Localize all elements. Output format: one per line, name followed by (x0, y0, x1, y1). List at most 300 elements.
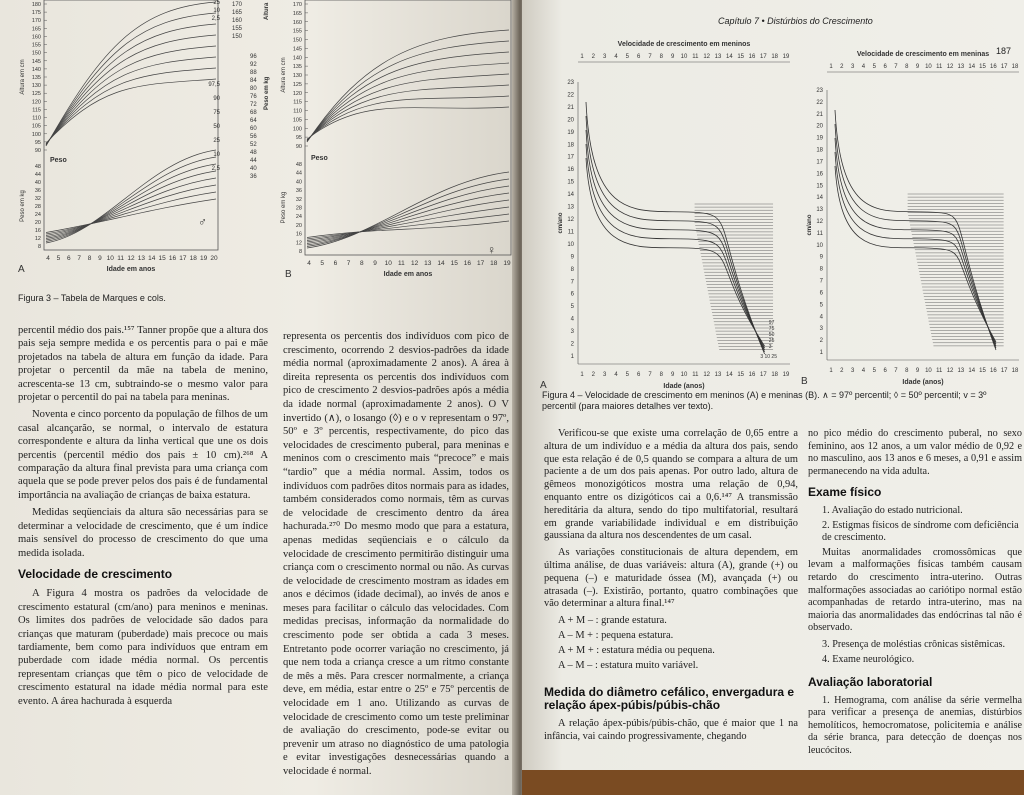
y-axis-label: cm/ano (807, 214, 813, 236)
paragraph: Noventa e cinco porcento da população de filhos de um casal alcançarão, se normal, o intervalo de estatura correspondente e altura da linha vertical que une os dois percentis (percentil médio dos pais ± 10 cm).²⁶⁸ A comparação da altura final prevista para uma criança com aquela que se pode prever pelos dos pais é de fundamental importância na avaliação de crianças de baixa estatura. (18, 409, 268, 501)
y-tick-label: 18 (567, 142, 574, 149)
weight-section-title: Peso (50, 157, 67, 164)
y-tick-label: 1 (819, 350, 823, 356)
weight-tick-label: 16 (34, 228, 41, 234)
right-weight-tick: 64 (250, 118, 257, 124)
x-tick-label: 13 (714, 372, 722, 378)
top-x-tick-label: 7 (648, 54, 652, 60)
height-tick-label: 100 (292, 126, 302, 133)
y-tick-label: 17 (816, 159, 823, 166)
right-weight-tick: 48 (250, 150, 257, 156)
x-tick-label: 4 (307, 260, 311, 267)
x-tick-label: 17 (1000, 368, 1008, 374)
height-tick-label: 90 (34, 148, 41, 154)
x-tick-label: 19 (503, 260, 511, 267)
y-tick-label: 10 (816, 242, 823, 249)
top-x-tick-label: 6 (636, 54, 641, 60)
list-item: 4. Exame neurológico. (822, 653, 915, 665)
y-tick-label: 9 (819, 254, 823, 261)
height-tick-label: 155 (31, 42, 41, 49)
x-tick-label: 8 (659, 372, 664, 378)
tail-label: 3 10 25 (760, 354, 778, 360)
sex-symbol: ♂ (198, 215, 207, 229)
y-tick-label: 5 (570, 304, 574, 311)
x-tick-label: 4 (861, 368, 866, 374)
y-tick-label: 22 (816, 99, 823, 106)
list-item: A + M + : estatura média ou pequena. (558, 644, 715, 656)
right-weight-tick: 44 (250, 158, 257, 164)
top-x-tick-label: 17 (1000, 64, 1008, 70)
y-tick-label: 18 (816, 147, 823, 154)
top-x-tick-label: 14 (968, 64, 976, 70)
height-tick-label: 110 (32, 115, 41, 122)
section-heading: Exame físico (808, 485, 882, 500)
percentile-label: 25 (213, 138, 220, 144)
chart-title: Velocidade de crescimento em meninas (856, 51, 990, 58)
height-tick-label: 180 (31, 2, 41, 8)
x-tick-label: 8 (905, 368, 909, 374)
top-x-tick-label: 5 (625, 54, 630, 60)
y-tick-label: 6 (819, 290, 823, 297)
weight-tick-label: 12 (295, 240, 302, 247)
weight-percentile-curve (307, 207, 509, 241)
x-tick-label: 5 (56, 255, 61, 262)
figure-3-caption: Figura 3 – Tabela de Marques e cols. (18, 293, 166, 303)
list-item: 3. Presença de moléstias crônicas sistêmicas. (822, 638, 1006, 650)
right-column-1 (544, 428, 798, 748)
top-x-tick-label: 15 (979, 64, 986, 70)
paragraph: representa os percentis dos indivíduos com pico de crescimento, ocorrendo 2 desvios-padrões da idade média normal (aproximadamente 2 anos). A área à direita representa os percentis dos indivíduos com pico de crescimento 2 desvios-padrões após a média da idade normal (aproximadamente 2 anos). O V invertido (∧), o losango (◊) e o v representam o 97º, 50º e 3º percentis, respectivamente, do pico das velocidades de crescimento puberal, para meninas e meninos com o crescimento mais “precoce” e mais “tardio” que a média normal. Assim, todos os indivíduos com padrões ditos normais para as idades, também considerados como normais, têm as curvas de velocidade de crescimento dentro da área hachurada.²⁷⁰ Do mesmo modo que para a estatura, apenas medidas seqüenciais e o cálculo da velocidade de crescimento permitirão distinguir uma criança com o crescimento normal ou não. As curvas de velocidade de crescimento mostram as idades em anos e décimos (idade decimal), ao invés de anos e meses para facilitar o cálculo das velocidades. Com medidas precisas, informação da normalidade do crescimento pode ser obtida a cada 3 meses. Entretanto pode ocorrer variação no crescimento, já que nem toda a criança cresce a um ritmo constante de mês a mês. Para crescer normalmente, a criança deve, em média, estar entre o 25º e 75º percentis de velocidade em 1 ano. Utilizando as curvas de velocidade de crescimento como um teste preliminar de avaliação do crescimento, pode-se evitar ou prevenir um atraso no diagnóstico de uma patologia e evitar investigações desnecessárias quando a velocidade é normal. (283, 331, 509, 777)
running-head: Capítulo 7 • Distúrbios do Crescimento (718, 16, 873, 26)
y-tick-label: 23 (567, 80, 574, 86)
right-weight-tick: 96 (250, 54, 257, 60)
height-axis-label: Altura em cm (281, 57, 287, 93)
right-weight-tick: 36 (250, 174, 257, 180)
paragraph: Medidas seqüenciais da altura são necessárias para se determinar a velocidade de crescimento, que é um índice mais sensível do processo de crescimento do que uma medida isolada. (18, 507, 268, 559)
weight-tick-label: 20 (295, 222, 302, 229)
y-tick-label: 13 (816, 207, 823, 214)
y-tick-label: 3 (819, 326, 823, 333)
paragraph: Verificou-se que existe uma correlação de 0,65 entre a altura de um indivíduo e a média da altura dos pais, sendo que esta relação é de 0,5 quando se compara a altura de um paciente a de um dos pais apenas. Por outro lado, altura de gêmeos monozigóticos mostra uma relação de 0,94, enquanto entre os dizigóticos cai a 0,6.¹⁴⁷ A transmissão hereditária da altura, sendo do tipo multifatorial, resultará em grande variabilidade individual e em distribuição gaussiana da altura nos descendentes de um casal. (544, 428, 798, 542)
weight-percentile-curve (46, 199, 216, 233)
weight-axis-label: Peso em kg (281, 191, 287, 224)
top-x-tick-label: 13 (714, 54, 722, 60)
right-height-tick: 150 (232, 34, 243, 40)
height-percentile-curve (307, 63, 509, 141)
x-tick-label: 3 (850, 368, 855, 374)
table-surface (522, 770, 1024, 795)
weight-tick-label: 44 (34, 172, 41, 178)
top-x-tick-label: 6 (883, 64, 887, 70)
section-heading: Medida do diâmetro cefálico, envergadura e relação ápex-púbis/púbis-chão (544, 685, 795, 713)
top-x-tick-label: 2 (591, 54, 596, 60)
y-tick-label: 4 (819, 314, 823, 321)
height-tick-label: 175 (31, 10, 41, 17)
weight-tick-label: 16 (295, 231, 302, 238)
height-tick-label: 115 (293, 99, 302, 106)
x-tick-label: 18 (771, 372, 779, 378)
weight-percentile-curve (46, 178, 216, 237)
x-tick-label: 20 (210, 255, 218, 262)
sex-symbol: ♀ (487, 243, 496, 257)
height-tick-label: 135 (31, 75, 41, 81)
weight-tick-label: 44 (295, 170, 302, 177)
y-tick-label: 7 (570, 279, 574, 286)
section-heading: Avaliação laboratorial (808, 675, 933, 690)
top-x-tick-label: 10 (680, 54, 688, 60)
right-weight-tick: 56 (250, 134, 257, 140)
right-weight-tick: 84 (250, 78, 257, 84)
x-tick-label: 12 (410, 260, 419, 267)
x-tick-label: 15 (450, 260, 458, 267)
weight-tick-label: 24 (295, 214, 302, 221)
percentile-label: 3 (768, 344, 772, 350)
top-x-tick-label: 1 (580, 54, 584, 60)
y-axis-label: cm/ano (558, 212, 564, 234)
y-tick-label: 17 (567, 154, 574, 161)
right-page (522, 0, 1024, 780)
weight-tick-label: 32 (295, 196, 302, 203)
y-tick-label: 21 (567, 104, 574, 111)
y-tick-label: 8 (819, 266, 823, 273)
height-tick-label: 145 (292, 46, 302, 53)
height-percentile-curve (46, 79, 216, 143)
x-tick-label: 9 (98, 255, 102, 262)
x-tick-label: 19 (782, 372, 790, 378)
height-percentile-curve (307, 30, 509, 142)
y-tick-label: 9 (570, 254, 574, 261)
x-tick-label: 8 (359, 260, 364, 267)
x-tick-label: 13 (957, 368, 965, 374)
top-x-tick-label: 19 (782, 54, 790, 60)
x-axis-label: Idade em anos (106, 266, 156, 273)
right-weight-tick: 72 (250, 102, 257, 108)
height-tick-label: 165 (292, 10, 302, 17)
velocity-percentile-curve (835, 166, 996, 342)
x-tick-label: 14 (725, 372, 733, 378)
height-tick-label: 125 (31, 91, 41, 98)
y-tick-label: 8 (570, 266, 574, 273)
right-weight-tick: 76 (250, 94, 257, 100)
x-tick-label: 7 (77, 255, 81, 262)
weight-axis-label: Peso em kg (20, 190, 26, 222)
paragraph: Muitas anormalidades cromossômicas que levam a malformações físicas também causam retardo do crescimento intra-uterino. Outras malformações associadas ao cariótipo normal estão acompanhadas de retardo intra-uterino, mas na maioria das anormalidades das endócrinas tal não é observado. (808, 546, 1022, 634)
x-tick-label: 15 (737, 372, 745, 378)
top-x-tick-label: 5 (872, 64, 876, 70)
height-percentile-curve (46, 35, 216, 145)
x-tick-label: 7 (648, 372, 652, 378)
x-tick-label: 11 (117, 255, 124, 262)
right-weight-tick: 92 (250, 62, 257, 68)
height-tick-label: 170 (31, 18, 41, 25)
velocity-percentile-curve (835, 124, 996, 348)
x-tick-label: 11 (692, 372, 699, 378)
velocity-percentile-curve (586, 158, 765, 346)
x-tick-label: 5 (872, 368, 876, 374)
height-tick-label: 95 (34, 139, 41, 146)
percentile-label: 97,5 (208, 82, 220, 88)
weight-tick-label: 28 (34, 204, 41, 210)
weight-tick-label: 36 (295, 188, 302, 195)
y-tick-label: 7 (819, 278, 823, 285)
velocity-percentile-curve (586, 144, 765, 348)
percentile-label: 97 (768, 320, 775, 326)
x-tick-label: 7 (346, 260, 351, 267)
x-tick-label: 18 (490, 260, 498, 267)
x-tick-label: 15 (158, 255, 166, 262)
y-tick-label: 16 (816, 171, 823, 178)
right-weight-tick: 68 (250, 110, 257, 116)
top-x-tick-label: 14 (725, 54, 733, 60)
y-tick-label: 12 (567, 217, 574, 223)
y-tick-label: 21 (816, 111, 823, 118)
x-tick-label: 2 (591, 372, 596, 378)
height-percentile-curve (307, 85, 509, 140)
paragraph: A relação ápex-púbis/púbis-chão, que é maior que 1 na infância, vai caindo progressivamente, chegando (544, 717, 798, 742)
weight-tick-label: 48 (295, 162, 302, 168)
percentile-label: 75 (213, 110, 220, 116)
weight-percentile-curve (307, 214, 509, 239)
top-x-tick-label: 7 (894, 64, 898, 70)
list-item: A – M + : pequena estatura. (558, 629, 674, 641)
x-tick-label: 17 (476, 260, 485, 267)
height-tick-label: 105 (292, 117, 302, 124)
y-tick-label: 10 (567, 241, 574, 248)
y-tick-label: 15 (816, 183, 823, 190)
top-x-tick-label: 16 (748, 54, 756, 60)
paragraph: no pico médio do crescimento puberal, no sexo feminino, aos 12 anos, a um valor médio de 0,92 e no masculino, aos 13 anos e 6 meses, a 0,91 e assim permanecendo na vida adulta. (808, 428, 1022, 477)
x-tick-label: 16 (168, 255, 177, 262)
figure-3-panel-a (0, 0, 270, 290)
list-item: A – M – : estatura muito variável. (558, 659, 699, 671)
weight-tick-label: 28 (295, 205, 302, 212)
y-tick-label: 11 (567, 229, 574, 236)
percentile-label: 10 (213, 152, 220, 158)
top-x-tick-label: 8 (905, 64, 909, 70)
height-tick-label: 105 (31, 123, 41, 130)
weight-tick-label: 32 (34, 196, 41, 202)
weight-tick-label: 36 (34, 188, 41, 194)
y-tick-label: 14 (567, 192, 574, 199)
height-tick-label: 120 (31, 99, 41, 106)
middle-column (283, 330, 509, 783)
top-x-tick-label: 10 (925, 64, 932, 70)
x-tick-label: 10 (680, 372, 688, 378)
velocity-percentile-curve (586, 116, 765, 352)
percentile-label: 50 (213, 124, 220, 130)
top-x-tick-label: 15 (737, 54, 745, 60)
x-tick-label: 4 (46, 255, 50, 262)
height-tick-label: 145 (31, 58, 41, 65)
x-tick-label: 17 (759, 372, 767, 378)
height-tick-label: 160 (292, 19, 302, 26)
top-x-tick-label: 16 (990, 64, 997, 70)
x-tick-label: 16 (990, 368, 997, 374)
x-tick-label: 12 (127, 255, 135, 262)
y-tick-label: 20 (567, 117, 574, 124)
weight-tick-label: 48 (34, 164, 41, 170)
right-weight-tick: 60 (250, 126, 257, 132)
right-weight-tick: 88 (250, 70, 257, 76)
figure-4-panel-a (532, 34, 802, 390)
y-tick-label: 5 (819, 302, 823, 309)
chart-title: Velocidade de crescimento em meninos (617, 41, 751, 48)
top-x-tick-label: 3 (850, 64, 855, 70)
weight-tick-label: 40 (34, 180, 41, 186)
velocity-percentile-curve (586, 130, 765, 350)
height-tick-label: 160 (31, 34, 41, 41)
paragraph: As variações constitucionais de altura dependem, em última análise, de duas variáveis: altura (A), grande (+) ou pequena (–) e maturidade óssea (M), avançada (+) ou atrasada (–). Existirão, portanto, quatro combinações que vão determinar a altura final.¹⁴⁷ (544, 547, 798, 610)
top-x-tick-label: 17 (759, 54, 767, 60)
top-x-tick-label: 12 (703, 54, 711, 60)
height-tick-label: 95 (295, 135, 302, 142)
x-tick-label: 10 (925, 368, 932, 374)
percentile-label: 90 (213, 96, 220, 102)
x-tick-label: 3 (602, 372, 607, 378)
right-weight-tick: 80 (250, 86, 257, 92)
figure-4-panel-b (797, 44, 1024, 388)
y-tick-label: 22 (567, 92, 574, 99)
top-x-tick-label: 12 (946, 64, 954, 70)
x-tick-label: 17 (179, 255, 187, 262)
x-tick-label: 4 (614, 372, 618, 378)
top-x-tick-label: 4 (614, 54, 618, 60)
height-tick-label: 110 (293, 108, 302, 115)
percentile-label: 75 (768, 326, 775, 332)
weight-tick-label: 20 (34, 220, 41, 226)
top-x-tick-label: 1 (829, 64, 833, 70)
velocity-percentile-curve (586, 102, 765, 354)
weight-tick-label: 40 (295, 179, 302, 186)
height-tick-label: 170 (292, 2, 302, 8)
y-tick-label: 6 (570, 291, 574, 298)
height-tick-label: 165 (31, 26, 41, 33)
x-tick-label: 19 (200, 255, 208, 262)
panel-label: B (285, 269, 292, 280)
x-tick-label: 13 (424, 260, 432, 267)
height-percentile-curve (46, 2, 216, 146)
x-tick-label: 6 (636, 372, 641, 378)
x-tick-label: 10 (384, 260, 392, 267)
right-weight-tick: 52 (250, 142, 257, 148)
x-tick-label: 9 (915, 368, 920, 374)
y-tick-label: 3 (570, 329, 574, 336)
x-tick-label: 6 (883, 368, 887, 374)
height-axis-label: Altura em cm (20, 59, 26, 95)
height-percentile-curve (46, 24, 216, 145)
y-tick-label: 15 (567, 179, 574, 186)
y-tick-label: 23 (816, 88, 823, 94)
list-item: 2. Estigmas físicos de síndrome com deficiência de crescimento. (822, 519, 1019, 544)
height-percentile-curve (307, 74, 509, 140)
x-tick-label: 11 (936, 368, 943, 374)
percentile-label: 2,5 (211, 16, 220, 22)
weight-tick-label: 8 (37, 244, 41, 250)
percentile-label: 10 (213, 8, 220, 14)
panel-label: A (540, 380, 547, 390)
x-tick-label: 18 (1011, 368, 1019, 374)
height-tick-label: 155 (292, 28, 302, 35)
height-percentile-curve (46, 13, 216, 146)
y-tick-label: 2 (570, 341, 574, 348)
top-x-tick-label: 9 (915, 64, 920, 70)
height-tick-label: 100 (31, 131, 41, 138)
height-tick-label: 150 (31, 50, 41, 57)
top-x-tick-label: 3 (602, 54, 607, 60)
list-item: A + M – : grande estatura. (558, 615, 667, 627)
percentile-label: 25 (768, 338, 775, 344)
y-tick-label: 19 (816, 135, 823, 142)
y-tick-label: 1 (570, 354, 574, 360)
top-x-tick-label: 18 (1011, 64, 1019, 70)
x-tick-label: 7 (894, 368, 898, 374)
top-x-tick-label: 13 (957, 64, 965, 70)
y-tick-label: 4 (570, 316, 574, 323)
right-height-tick: 170 (232, 2, 243, 8)
right-height-label: Altura (264, 2, 270, 20)
height-tick-label: 140 (292, 55, 302, 62)
page-number: 187 (996, 46, 1012, 56)
weight-percentile-curve (307, 186, 509, 245)
right-weight-tick: 40 (250, 166, 257, 172)
x-axis-label: Idade (anos) (902, 379, 944, 386)
x-axis-label: Idade (anos) (663, 383, 705, 390)
y-tick-label: 12 (816, 219, 823, 225)
height-tick-label: 115 (32, 107, 41, 114)
top-x-tick-label: 9 (670, 54, 675, 60)
x-tick-label: 12 (703, 372, 711, 378)
x-tick-label: 6 (66, 255, 71, 262)
figure-3-panel-b (275, 0, 515, 300)
top-x-tick-label: 11 (692, 54, 699, 60)
x-tick-label: 13 (137, 255, 145, 262)
x-tick-label: 2 (840, 368, 844, 374)
right-weight-label: Peso em kg (264, 76, 270, 110)
y-tick-label: 13 (567, 204, 574, 211)
height-tick-label: 140 (31, 66, 41, 73)
x-tick-label: 16 (463, 260, 472, 267)
height-tick-label: 130 (31, 83, 41, 90)
panel-label: A (18, 264, 25, 275)
height-tick-label: 135 (292, 64, 302, 71)
top-x-tick-label: 18 (771, 54, 779, 60)
weight-section-title: Peso (311, 155, 328, 162)
x-tick-label: 14 (437, 260, 445, 267)
weight-tick-label: 12 (34, 236, 41, 242)
y-tick-label: 20 (816, 123, 823, 130)
height-tick-label: 130 (292, 73, 302, 79)
height-tick-label: 125 (292, 81, 302, 88)
weight-tick-label: 8 (298, 249, 302, 255)
x-tick-label: 10 (106, 255, 114, 262)
list-item: 1. Avaliação do estado nutricional. (822, 504, 963, 516)
panel-label: B (801, 376, 808, 387)
x-tick-label: 14 (148, 255, 156, 262)
paragraph: A Figura 4 mostra os padrões da velocidade de crescimento estatural (cm/ano) para meninos e meninas. Os limites dos padrões de velocidade são dados para crianças que maturam (puberdade) mais precoce ou mais tardiamente, bem como para indivíduos que entram em puberdade com idade média normal. Os percentis representam crianças que têm o pico de velocidade de crescimento estatural na idade média normal para este evento. A área hachurada à esquerda (18, 588, 268, 707)
percentile-label: 2,5 (211, 166, 220, 172)
y-tick-label: 14 (816, 195, 823, 202)
x-tick-label: 1 (580, 372, 584, 378)
paragraph: percentil médio dos pais.¹⁵⁷ Tanner propõe que a altura dos pais seja sempre medida e os percentis para o pai e mãe projetados na tabela de altura em função da idade. Para projetar o percentil da mãe na tabela de menino, acrescenta-se 13 cm, subtraindo-se o mesmo valor para projetar o percentil do pai na tabela para meninas. (18, 325, 268, 404)
right-height-tick: 160 (232, 18, 243, 24)
x-tick-label: 18 (189, 255, 197, 262)
y-tick-label: 19 (567, 129, 574, 136)
x-tick-label: 9 (670, 372, 675, 378)
weight-tick-label: 24 (34, 212, 41, 218)
x-tick-label: 1 (829, 368, 833, 374)
x-tick-label: 5 (320, 260, 325, 267)
height-tick-label: 150 (292, 37, 302, 44)
